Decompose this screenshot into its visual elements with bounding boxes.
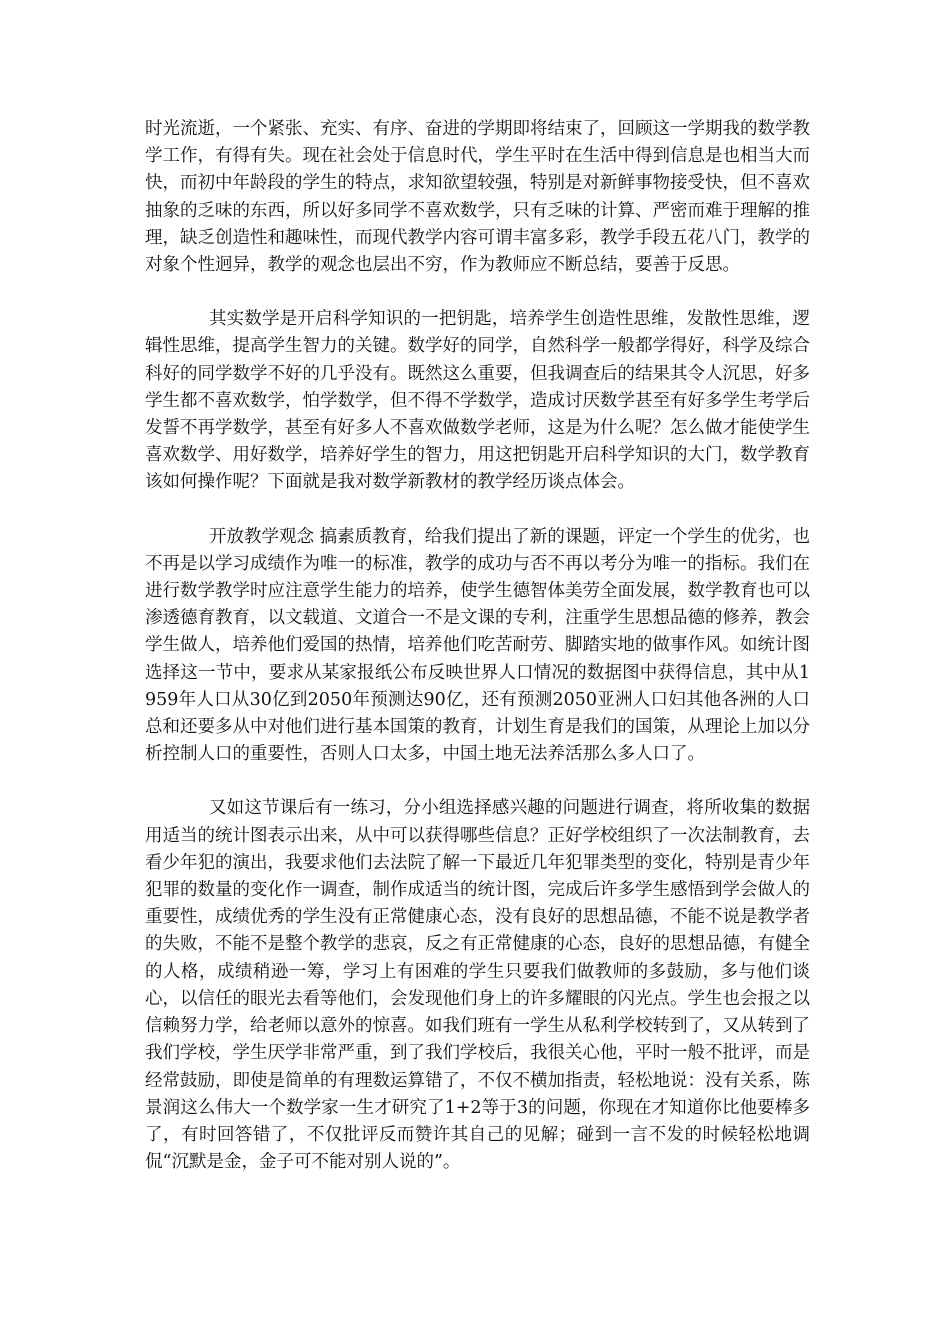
paragraph-3: 开放教学观念 搞素质教育，给我们提出了新的课题，评定一个学生的优劣，也不再是以学习成绩作为唯一的标准，教学的成功与否不再以考分为唯一的指标。我们在进行数学教学时应注意学生能力的培养，使学生德智体美劳全面发展，数学教育也可以渗透德育教育，以文载道、文道合一不是文课的专利，注重学生思想品德的修养，教会学生做人，培养他们爱国的热情，培养他们吃苦耐劳、脚踏实地的做事作风。如统计图选择这一节中，要求从某家报纸公布反映世界人口情况的数据图中获得信息，其中从1959年人口从30亿到2050年预测达90亿，还有预测2050亚洲人口妇其他各洲的人口总和还要多从中对他们进行基本国策的教育，计划生育是我们的国策，从理论上加以分析控制人口的重要性，否则人口太多，中国土地无法养活那么多人口了。 xyxy=(145,526,810,765)
document-body xyxy=(145,116,810,1203)
paragraph-1: 时光流逝，一个紧张、充实、有序、奋进的学期即将结束了，回顾这一学期我的数学教学工作，有得有失。现在社会处于信息时代，学生平时在生活中得到信息是也相当大而快，而初中年龄段的学生的特点，求知欲望较强，特别是对新鲜事物接受快，但不喜欢抽象的乏味的东西，所以好多同学不喜欢数学，只有乏味的计算、严密而难于理解的推理，缺乏创造性和趣味性，而现代教学内容可谓丰富多彩，教学手段五花八门，教学的对象个性迥异，教学的观念也层出不穷，作为教师应不断总结，要善于反思。 xyxy=(145,119,810,276)
paragraph-2: 其实数学是开启科学知识的一把钥匙，培养学生创造性思维，发散性思维，逻辑性思维，提高学生智力的关键。数学好的同学，自然科学一般都学得好，科学及综合科好的同学数学不好的几乎没有。既然这么重要，但我调查后的结果其令人沉思，好多学生都不喜欢数学，怕学数学，但不得不学数学，造成讨厌数学甚至有好多学生考学后发誓不再学数学，甚至有好多人不喜欢做数学老师，这是为什么呢？怎么做才能使学生喜欢数学、用好数学，培养好学生的智力，用这把钥匙开启科学知识的大门，数学教育该如何操作呢？下面就是我对数学新教材的教学经历谈点体会。 xyxy=(145,309,810,493)
paragraph-4: 又如这节课后有一练习，分小组选择感兴趣的问题进行调查，将所收集的数据用适当的统计图表示出来，从中可以获得哪些信息？正好学校组织了一次法制教育，去看少年犯的演出，我要求他们去法院了解一下最近几年犯罪类型的变化，特别是青少年犯罪的数量的变化作一调查，制作成适当的统计图，完成后许多学生感悟到学会做人的重要性，成绩优秀的学生没有正常健康心态，没有良好的思想品德，不能不说是教学者的失败，不能不是整个教学的悲哀，反之有正常健康的心态，良好的思想品德，有健全的人格，成绩稍逊一筹，学习上有困难的学生只要我们做教师的多鼓励，多与他们谈心，以信任的眼光去看等他们，会发现他们身上的许多耀眼的闪光点。学生也会报之以信赖努力学，给老师以意外的惊喜。如我们班有一学生从私利学校转到了，又从转到了我们学校，学生厌学非常严重，到了我们学校后，我很关心他，平时一般不批评，而是经常鼓励，即使是简单的有理数运算错了，不仅不横加指责，轻松地说：没有关系，陈景润这么伟大一个数学家一生才研究了1+2等于3的问题，你现在才知道你比他要棒多了，有时回答错了，不仅批评反而赞许其自己的见解；碰到一言不发的时候轻松地调侃“沉默是金，金子可不能对别人说的”。 xyxy=(145,798,810,1173)
